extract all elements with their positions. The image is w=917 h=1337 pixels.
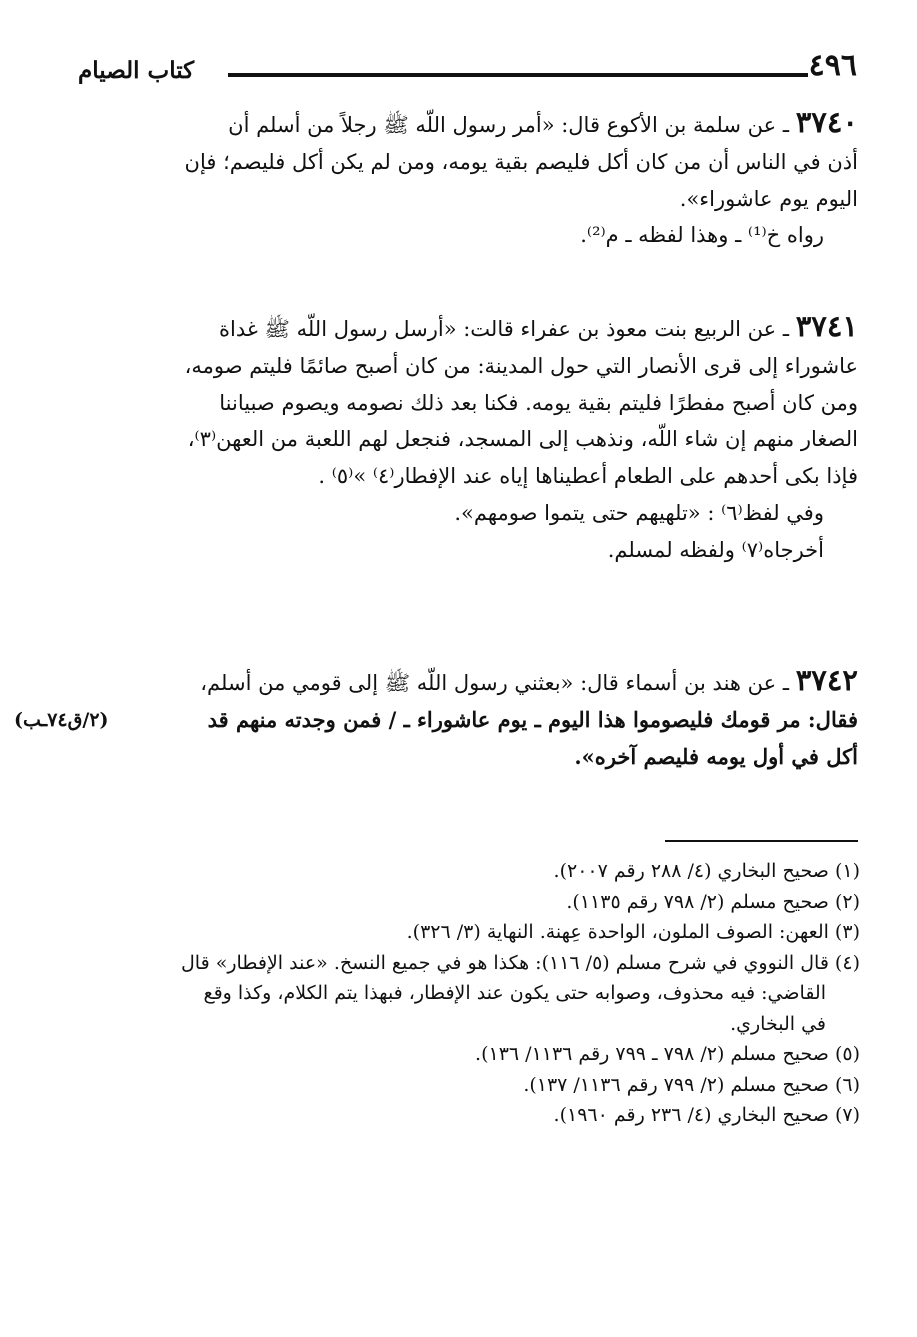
hadith-line: أذن في الناس أن من كان أكل فليصم بقية يومه، ومن لم يكن أكل فليصم؛ فإن — [184, 149, 858, 174]
hadith-3740 — [62, 104, 858, 254]
footnote-continuation: القاضي: فيه محذوف، وصوابه حتى يكون عند الإفطار، فبهذا يتم الكلام، وكذا وقع — [203, 982, 826, 1004]
hadith-3742 — [62, 662, 858, 775]
book-title: كتاب الصيام — [78, 57, 195, 84]
footnote: (٣) العهن: الصوف الملون، الواحدة عِهنة. النهاية (٣/ ٣٢٦). — [406, 921, 860, 943]
footnote-rule — [665, 840, 858, 842]
header-rule — [228, 73, 808, 77]
footnote: (٢) صحيح مسلم (٢/ ٧٩٨ رقم ١١٣٥). — [566, 890, 860, 913]
hadith-line: فقال: مر قومك فليصوموا هذا اليوم ـ يوم عاشوراء ـ / فمن وجدته منهم قد — [207, 706, 858, 732]
hadith-number: ٣٧٤٢ — [795, 663, 858, 697]
variant-line: وفي لفظ⁽٦⁾ : «تلهيهم حتى يتموا صومهم». — [454, 500, 824, 525]
hadith-number: ٣٧٤١ — [795, 309, 858, 343]
hadith-line: اليوم يوم عاشوراء». — [679, 186, 858, 211]
page-number: ٤٩٦ — [808, 48, 857, 83]
hadith-line: ٣٧٤٠ ـ عن سلمة بن الأكوع قال: «أمر رسول اللّه ﷺ رجلاً من أسلم أن — [228, 105, 858, 139]
footnotes — [130, 856, 860, 1131]
footnote: (٦) صحيح مسلم (٢/ ٧٩٩ رقم ١١٣٦/ ١٣٧). — [523, 1073, 860, 1096]
footnote: (١) صحيح البخاري (٤/ ٢٨٨ رقم ٢٠٠٧). — [553, 860, 860, 882]
hadith-line: ٣٧٤١ ـ عن الربيع بنت معوذ بن عفراء قالت: «أرسل رسول اللّه ﷺ غداة — [219, 309, 858, 343]
hadith-line: فإذا بكى أحدهم على الطعام أعطيناها إياه عند الإفطار⁽٤⁾ »⁽٥⁾ . — [318, 464, 858, 489]
hadith-line: عاشوراء إلى قرى الأنصار التي حول المدينة: من كان أصبح صائمًا فليتم صومه، — [184, 353, 858, 378]
hadith-line: أكل في أول يومه فليصم آخره». — [574, 743, 858, 769]
hadith-line: ومن كان أصبح مفطرًا فليتم بقية يومه. فكنا بعد ذلك نصومه ويصوم صبياننا — [219, 390, 858, 415]
footnote: (٥) صحيح مسلم (٢/ ٧٩٨ ـ ٧٩٩ رقم ١١٣٦/ ١٣٦). — [475, 1043, 860, 1065]
takhrij-line: أخرجاه⁽٧⁾ ولفظه لمسلم. — [607, 537, 824, 562]
footnote: (٤) قال النووي في شرح مسلم (٥/ ١١٦): هكذا هو في جميع النسخ. «عند الإفطار» قال — [181, 951, 860, 974]
hadith-line: ٣٧٤٢ ـ عن هند بن أسماء قال: «بعثني رسول اللّه ﷺ إلى قومي من أسلم، — [200, 663, 858, 697]
hadith-line: الصغار منهم إن شاء اللّه، ونذهب إلى المسجد، فنجعل لهم اللعبة من العهن⁽٣⁾، — [187, 427, 858, 452]
footnote-continuation: في البخاري. — [730, 1012, 826, 1035]
takhrij-line: رواه خ⁽¹⁾ ـ وهذا لفظه ـ م⁽²⁾. — [580, 223, 824, 248]
hadith-number: ٣٧٤٠ — [795, 105, 858, 139]
hadith-3741 — [62, 308, 858, 569]
manuscript-folio-ref: (٢/ق٧٤ـب) — [14, 709, 109, 731]
footnote: (٧) صحيح البخاري (٤/ ٢٣٦ رقم ١٩٦٠). — [553, 1104, 860, 1126]
